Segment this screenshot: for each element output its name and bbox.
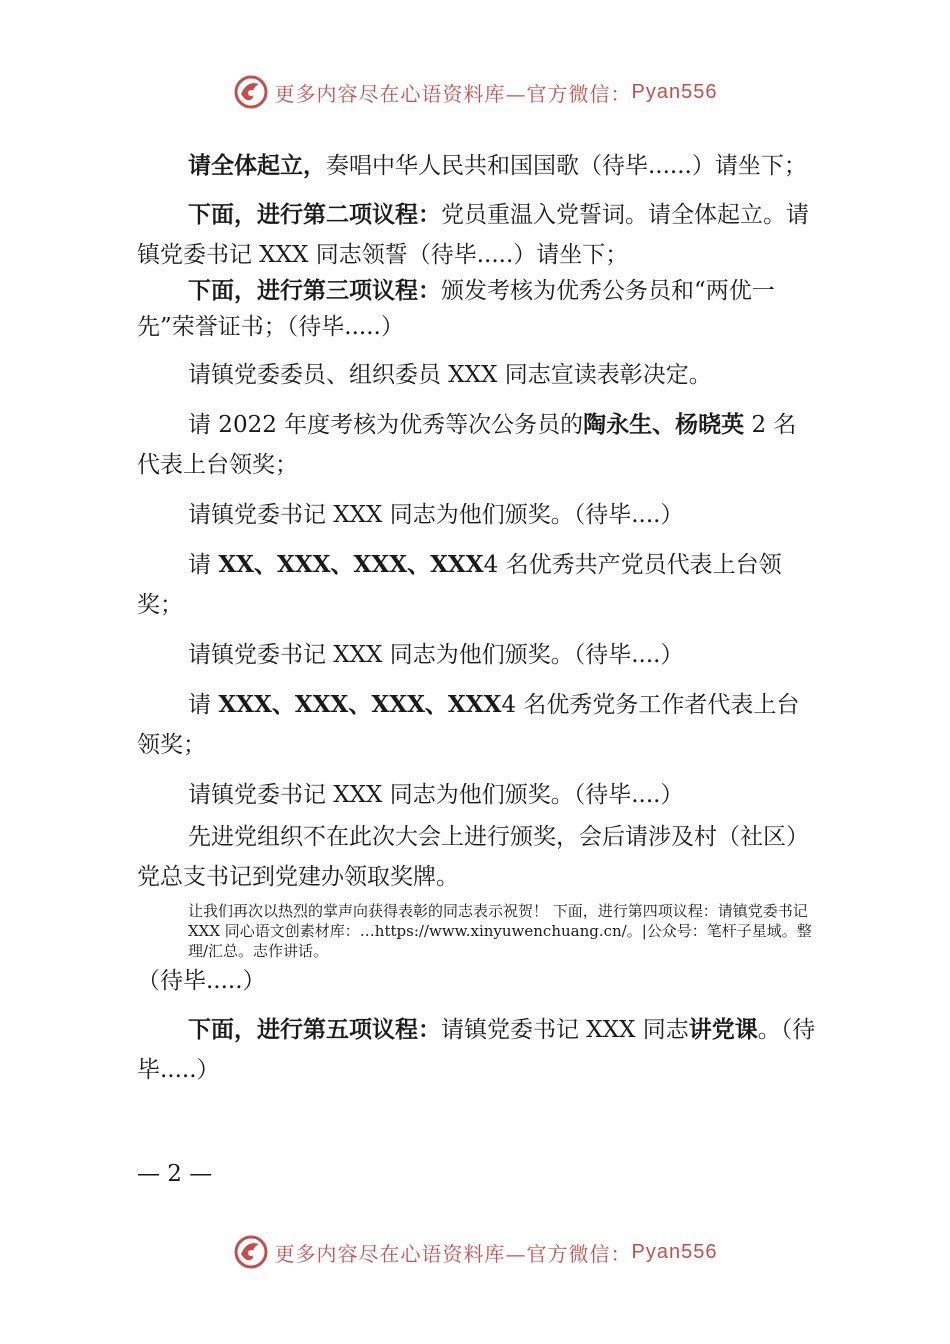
- paragraph-text: 请镇党委委员、组织委员 XXX 同志宣读表彰决定。: [188, 362, 712, 388]
- paragraph-text: 先进党组织不在此次大会上进行颁奖，会后请涉及村（社区）党总支书记到党建办领取奖牌。: [137, 824, 809, 890]
- paragraph-agenda-5: [137, 1010, 819, 1090]
- swirl-logo-icon: [233, 1234, 269, 1270]
- paragraph-text: （待毕.....）: [137, 968, 266, 994]
- paragraph-agenda-2: [137, 195, 819, 275]
- paragraph-text: 党员重温入党誓词。请全体起立。请镇党委书记 XXX 同志领誓（待毕.....）请坐下；: [137, 202, 809, 268]
- paragraph-text: 颁发考核为优秀公务员和“两优一先”荣誉证书；（待毕.....）: [137, 278, 775, 340]
- paragraph-text: 。（待毕.....）: [137, 1017, 816, 1083]
- paragraph-award-1: [137, 495, 819, 535]
- paragraph-small-inserted: [137, 901, 819, 961]
- paragraph-text: 奏唱中华人民共和国国歌（待毕......）请坐下；: [326, 153, 807, 179]
- bold-lead: 下面，进行第二项议程：: [188, 202, 441, 228]
- footer-watermark-banner: [0, 1230, 950, 1274]
- paragraph-party-workers: [137, 685, 819, 765]
- paragraph-text: 请镇党委书记 XXX 同志: [441, 1017, 689, 1043]
- paragraph-civil-servants: [137, 405, 819, 485]
- swirl-logo-icon: [233, 74, 269, 110]
- paragraph-text: 4 名优秀共产党员代表上台领奖；: [137, 552, 782, 618]
- paragraph-text: 请镇党委书记 XXX 同志为他们颁奖。（待毕....）: [188, 502, 684, 528]
- paragraph-anthem: [137, 146, 819, 186]
- paragraph-text: 2 名代表上台领奖；: [137, 412, 797, 478]
- banner-text-cn: 更多内容尽在心语资料库—官方微信：: [274, 81, 632, 106]
- bold-lead: 下面，进行第三项议程：: [188, 278, 441, 304]
- paragraph-text: 4 名优秀党务工作者代表上台领奖；: [137, 692, 800, 758]
- paragraph-party-members: [137, 545, 819, 625]
- paragraph-text: 请: [188, 552, 219, 578]
- paragraph-agenda-3: [137, 273, 819, 345]
- banner-text-en: Pyan556: [631, 1240, 718, 1263]
- paragraph-text: 请镇党委书记 XXX 同志为他们颁奖。（待毕....）: [188, 642, 684, 668]
- document-body: [137, 146, 819, 1090]
- paragraph-wait: [137, 961, 819, 1001]
- bold-names: XX、XXX、XXX、XXX: [218, 551, 484, 578]
- paragraph-text: 请 2022 年度考核为优秀等次公务员的: [188, 412, 584, 438]
- bold-lead: 下面，进行第五项议程：: [188, 1017, 441, 1043]
- paragraph-text: 让我们再次以热烈的掌声向获得表彰的同志表示祝贺！ 下面，进行第四项议程：请镇党委书记 XXX 同心语文创素材库：…https://www.xinyuwenchuang.cn/。|公众号：笔杆子星域。整理/汇总。志作讲话。: [188, 902, 812, 960]
- paragraph-text: 请镇党委书记 XXX 同志为他们颁奖。（待毕....）: [188, 782, 684, 808]
- paragraph-organizations: [137, 817, 819, 897]
- bold-names: XXX、XXX、XXX、XXX: [218, 691, 502, 718]
- paragraph-award-3: [137, 775, 819, 815]
- bold-topic: 讲党课: [688, 1017, 758, 1043]
- banner-text-cn: 更多内容尽在心语资料库—官方微信：: [274, 1241, 632, 1266]
- bold-lead: 请全体起立，: [188, 153, 326, 179]
- paragraph-text: 请: [188, 692, 219, 718]
- bold-names: 陶永生、杨晓英: [583, 412, 745, 438]
- paragraph-read-decision: [137, 355, 819, 395]
- header-watermark-banner: [0, 70, 950, 114]
- banner-text-en: Pyan556: [631, 80, 718, 103]
- paragraph-award-2: [137, 635, 819, 675]
- page-number: — 2 —: [137, 1161, 213, 1187]
